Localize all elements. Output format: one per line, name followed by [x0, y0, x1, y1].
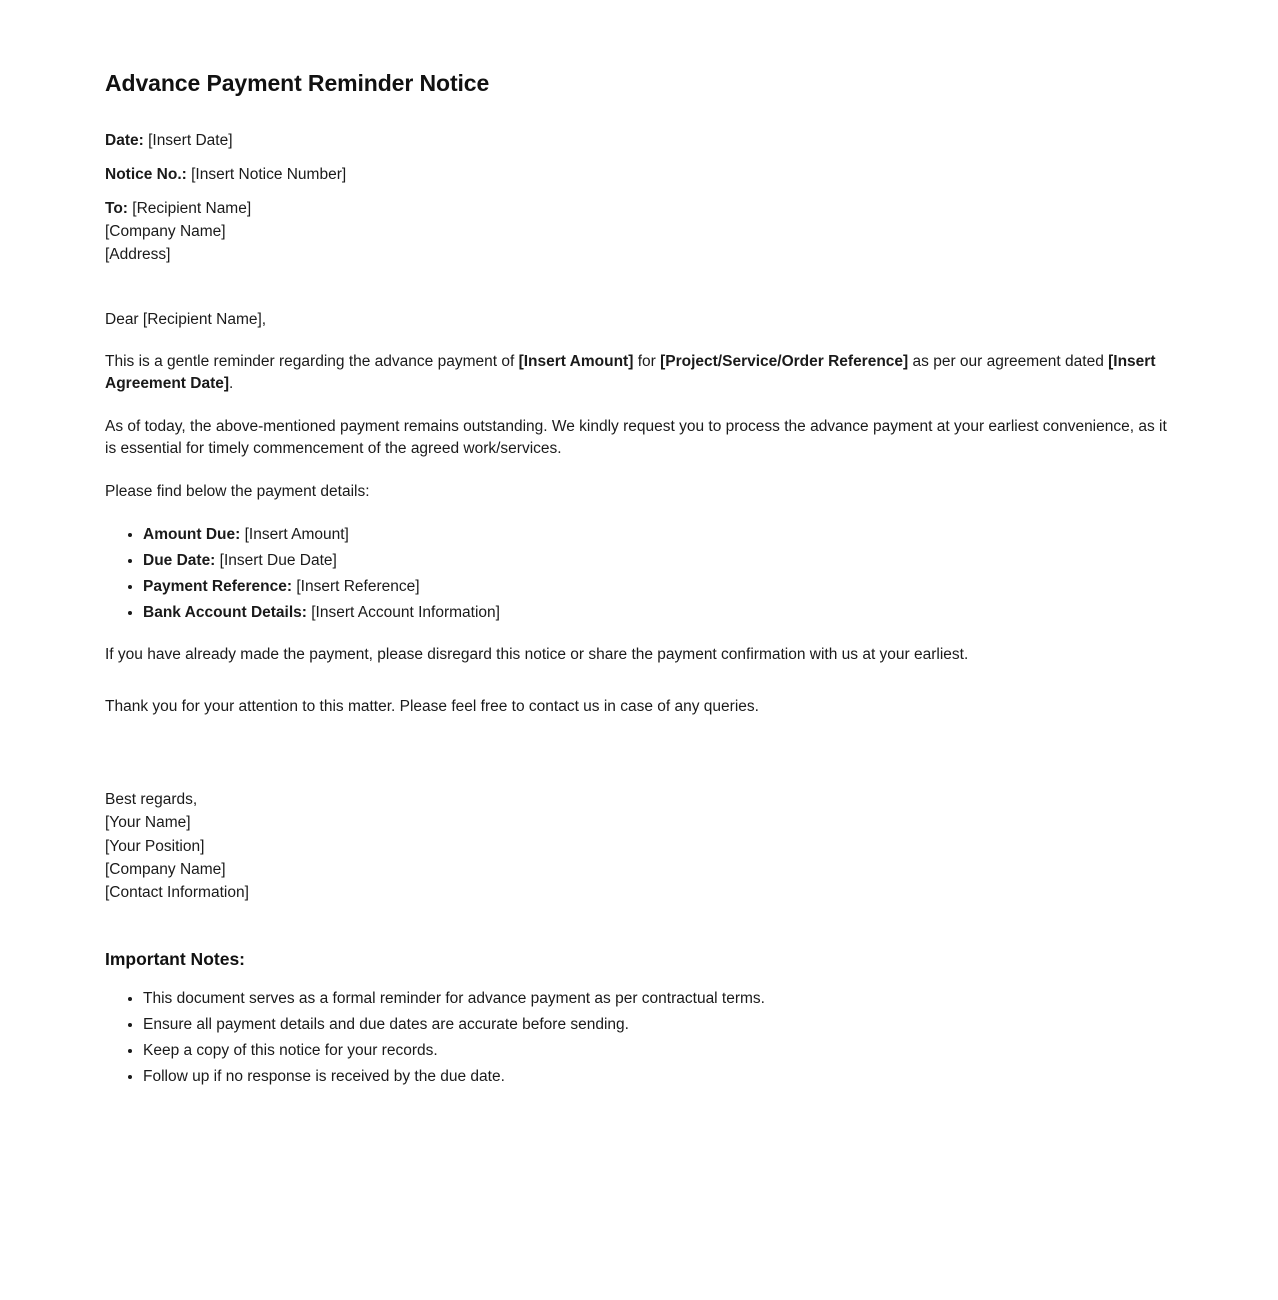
- outstanding-paragraph: As of today, the above-mentioned payment remains outstanding. We kindly request you to process the advance payment at your earliest convenience, as it is essential for timely commencement of the agreed work/services.: [105, 417, 1167, 457]
- signoff-name: [Your Name]: [105, 814, 191, 832]
- important-notes-list: [105, 988, 1173, 1087]
- recipient-to-label: To:: [105, 199, 128, 217]
- payment-reference-value: [Insert Reference]: [296, 577, 420, 595]
- intro-amount: [Insert Amount]: [518, 352, 634, 370]
- signoff-contact: [Contact Information]: [105, 884, 249, 902]
- amount-due-label: Amount Due:: [143, 525, 241, 543]
- important-notes-title: Important Notes:: [105, 948, 245, 969]
- recipient-block: [105, 199, 1173, 266]
- intro-agreement-date: [Insert Agreement Date]: [105, 352, 1156, 392]
- spacer: [105, 739, 1173, 789]
- list-item: • Keep a copy of this notice for your records.: [143, 1040, 1173, 1061]
- signoff-block: [105, 789, 1173, 904]
- list-item: • Follow up if no response is received by the due date.: [143, 1066, 1173, 1087]
- due-date-value: [Insert Due Date]: [219, 551, 337, 569]
- list-item: [143, 576, 1173, 597]
- payment-reference-label: Payment Reference:: [143, 577, 293, 595]
- salutation: Dear [Recipient Name],: [105, 310, 267, 328]
- intro-paragraph: [105, 351, 1173, 395]
- payment-details-intro: Please find below the payment details:: [105, 482, 370, 500]
- signoff-company: [Company Name]: [105, 861, 226, 879]
- list-item: • Ensure all payment details and due dates are accurate before sending.: [143, 1014, 1173, 1035]
- intro-part-3: as per our agreement dated: [908, 352, 1109, 370]
- spacer: [105, 687, 1173, 696]
- recipient-company: [Company Name]: [105, 222, 226, 240]
- list-item: • This document serves as a formal reminder for advance payment as per contractual terms.: [143, 988, 1173, 1009]
- notice-number-value: [Insert Notice Number]: [191, 165, 347, 183]
- intro-part-4: .: [229, 374, 234, 392]
- signoff-closing: Best regards,: [105, 790, 198, 808]
- recipient-name: [Recipient Name]: [132, 199, 252, 217]
- disregard-paragraph: If you have already made the payment, please disregard this notice or share the payment confirmation with us at your earliest.: [105, 645, 969, 663]
- page-title: Advance Payment Reminder Notice: [105, 70, 490, 96]
- notice-number-line: [105, 165, 1173, 186]
- intro-part-2: for: [633, 352, 661, 370]
- amount-due-value: [Insert Amount]: [244, 525, 349, 543]
- signoff-position: [Your Position]: [105, 837, 205, 855]
- date-label: Date:: [105, 132, 144, 149]
- payment-details-list: [105, 524, 1173, 623]
- list-item: [143, 524, 1173, 545]
- intro-reference: [Project/Service/Order Reference]: [660, 352, 909, 370]
- list-item: [143, 550, 1173, 571]
- notice-number-label: Notice No.:: [105, 165, 187, 183]
- recipient-address: [Address]: [105, 245, 171, 263]
- bank-account-label: Bank Account Details:: [143, 603, 307, 621]
- list-item: [143, 602, 1173, 623]
- thanks-paragraph: Thank you for your attention to this matter. Please feel free to contact us in case of any queries.: [105, 697, 759, 715]
- date-line: [105, 131, 1173, 152]
- bank-account-value: [Insert Account Information]: [311, 603, 500, 621]
- due-date-label: Due Date:: [143, 551, 216, 569]
- recipient-to-line: [105, 199, 1173, 220]
- date-value: [Insert Date]: [148, 132, 233, 149]
- intro-part-1: This is a gentle reminder regarding the advance payment of: [105, 352, 519, 370]
